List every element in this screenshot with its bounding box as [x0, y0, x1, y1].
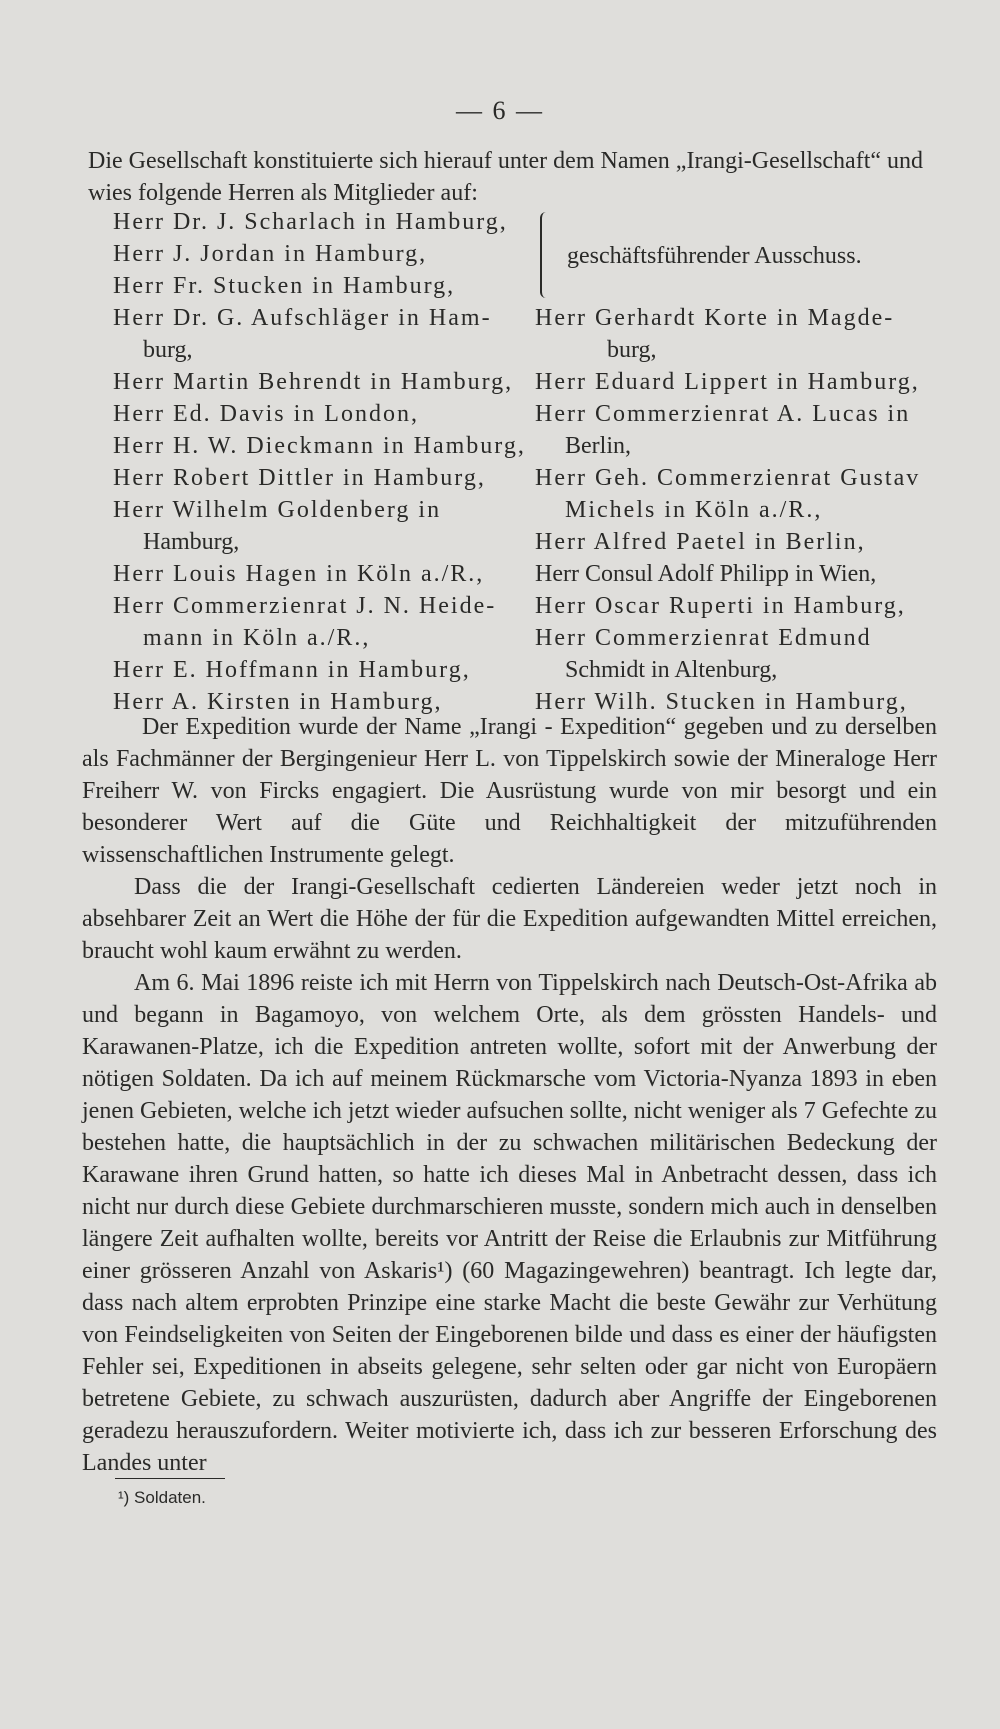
member-line-continued: mann in Köln a./R., [143, 625, 371, 651]
member-entry [113, 462, 553, 494]
member-line: Herr Wilhelm Goldenberg in [113, 497, 442, 523]
member-entry [535, 462, 945, 526]
member-line: Herr Louis Hagen in Köln a./R., [113, 561, 485, 587]
member-line-continued: Hamburg, [143, 529, 240, 555]
body-paragraph: Am 6. Mai 1896 reiste ich mit Herrn von Tippelskirch nach Deutsch-Ost-Afrika ab und begann in Bagamoyo, von welchem Orte, als dem grössten Handels- und Karawanen-Platze, ich die Expedition antreten wollte, sofort mit der Anwerbung der nötigen Soldaten. Da ich auf meinem Rückmarsche vom Victoria-Nyanza 1893 in eben jenen Gebieten, welche ich jetzt wieder aufsuchen sollte, nicht weniger als 7 Gefechte zu bestehen hatte, die hauptsächlich in der zu schwachen militärischen Bedeckung der Karawane ihren Grund hatten, so hatte ich dieses Mal in Anbetracht dessen, dass ich nicht nur durch diese Gebiete durchmarschieren musste, sondern mich auch in denselben längere Zeit aufhalten wollte, bereits vor Antritt der Reise die Erlaubnis zur Mitführung einer grösseren Anzahl von Askaris¹) (60 Magazingewehren) beantragt. Ich legte dar, dass nach altem erprobten Prinzipe eine starke Macht die beste Gewähr zur Verhütung von Feindseligkeiten von Seiten der Eingeborenen bilde und dass es einer der häufigsten Fehler sei, Expeditionen in abseits gelegene, sehr selten oder gar nicht von Europäern betretene Gebiete, zu schwach auszurüsten, dadurch aber Angriffe der Eingeborenen geradezu herauszufordern. Weiter motivierte ich, dass ich zur besseren Erforschung des Landes unter [82, 970, 937, 1476]
committee-member: Herr J. Jordan in Hamburg, [113, 241, 428, 267]
footnote: ¹) Soldaten. [118, 1488, 206, 1507]
member-entry [113, 366, 553, 398]
member-entry [113, 654, 553, 686]
member-entry [535, 526, 945, 558]
member-entry [113, 302, 553, 366]
member-entry [535, 302, 945, 366]
member-line: Herr Commerzienrat J. N. Heide- [113, 593, 497, 619]
member-line: Herr Wilh. Stucken in Hamburg, [535, 689, 908, 715]
member-line: Herr Eduard Lippert in Hamburg, [535, 369, 920, 395]
member-entry [113, 430, 553, 462]
member-line-continued: Schmidt in Altenburg, [565, 657, 778, 683]
member-entry [535, 590, 945, 622]
committee-brace [540, 212, 552, 298]
member-entry [113, 398, 553, 430]
member-line: Herr E. Hoffmann in Hamburg, [113, 657, 471, 683]
member-line: Herr Gerhardt Korte in Magde- [535, 305, 895, 331]
committee-list [113, 206, 543, 302]
member-entry [113, 494, 553, 558]
committee-member: Herr Fr. Stucken in Hamburg, [113, 273, 456, 299]
member-line: Herr Alfred Paetel in Berlin, [535, 529, 866, 555]
member-line: Herr A. Kirsten in Hamburg, [113, 689, 443, 715]
member-line: Herr Dr. G. Aufschläger in Ham- [113, 305, 492, 331]
member-line-continued: burg, [607, 337, 657, 363]
member-line-continued: Berlin, [565, 433, 631, 459]
intro-paragraph: Die Gesellschaft konstituierte sich hierauf unter dem Namen „Irangi-Gesellschaft“ und wies folgende Herren als Mitglieder auf: [88, 148, 924, 206]
member-entry [535, 622, 945, 686]
member-line: Herr H. W. Dieckmann in Hamburg, [113, 433, 526, 459]
member-line: Herr Oscar Ruperti in Hamburg, [535, 593, 906, 619]
members-left-column [113, 302, 553, 718]
body-text [82, 711, 937, 1479]
member-entry [113, 590, 553, 654]
member-line: Herr Robert Dittler in Hamburg, [113, 465, 486, 491]
member-line: Herr Consul Adolf Philipp in Wien, [535, 561, 877, 587]
member-line: Herr Martin Behrendt in Hamburg, [113, 369, 514, 395]
member-line: Herr Commerzienrat Edmund [535, 625, 872, 651]
member-entry [535, 558, 945, 590]
member-line: Herr Commerzienrat A. Lucas in [535, 401, 911, 427]
member-line-continued: burg, [143, 337, 193, 363]
member-line-continued: Michels in Köln a./R., [565, 497, 823, 523]
members-right-column [535, 302, 945, 718]
member-line: Herr Ed. Davis in London, [113, 401, 419, 427]
member-entry [113, 558, 553, 590]
body-paragraph: Dass die der Irangi-Gesellschaft cedierten Ländereien weder jetzt noch in absehbarer Zeit an Wert die Höhe der für die Expedition aufgewandten Mittel erreichen, braucht wohl kaum erwähnt zu werden. [82, 874, 937, 964]
member-entry [535, 366, 945, 398]
member-entry [535, 398, 945, 462]
page-number: — 6 — [456, 96, 544, 125]
committee-member: Herr Dr. J. Scharlach in Hamburg, [113, 209, 508, 235]
member-line: Herr Geh. Commerzienrat Gustav [535, 465, 921, 491]
footnote-divider [115, 1478, 225, 1479]
committee-label: geschäftsführender Ausschuss. [567, 243, 862, 269]
body-paragraph: Der Expedition wurde der Name „Irangi - Expedition“ gegeben und zu derselben als Fachmänner der Bergingenieur Herr L. von Tippelskirch sowie der Mineraloge Herr Freiherr W. von Fircks engagiert. Die Ausrüstung wurde von mir besorgt und ein besonderer Wert auf die Güte und Reichhaltigkeit der mitzuführenden wissenschaftlichen Instrumente gelegt. [82, 714, 937, 868]
